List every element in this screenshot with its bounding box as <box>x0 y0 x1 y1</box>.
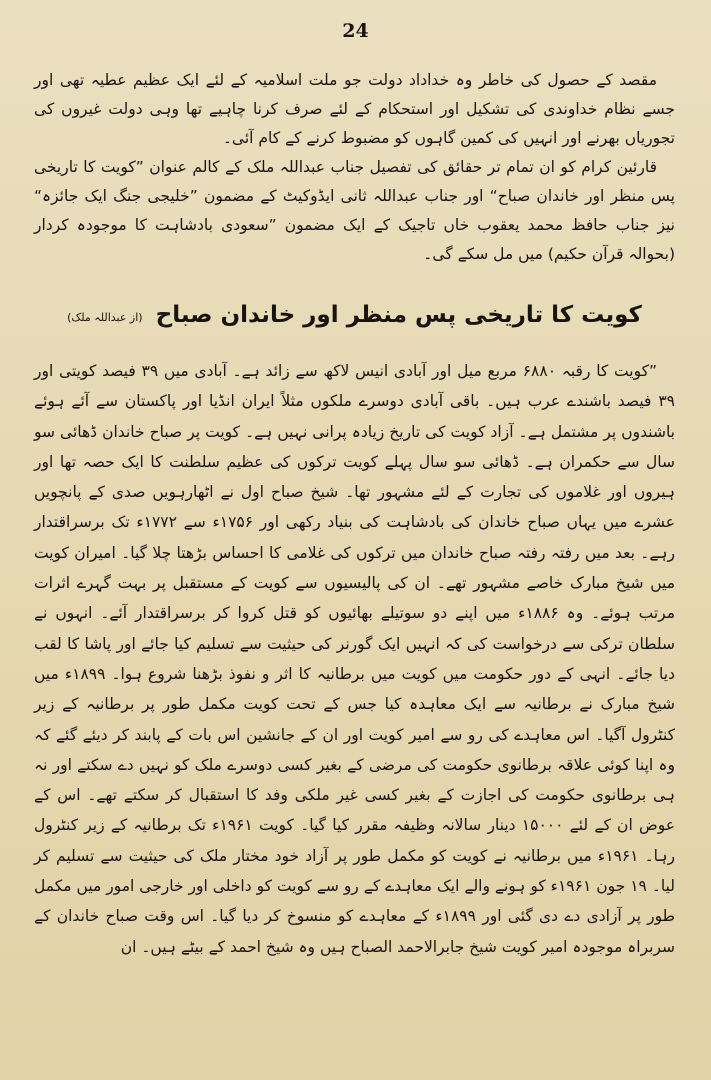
intro-text <box>34 66 675 269</box>
section-heading <box>34 302 675 328</box>
article-body <box>34 356 675 962</box>
section-author: (از عبداللہ ملک) <box>67 311 143 324</box>
intro-paragraph: قارئین کرام کو ان تمام تر حقائق کی تفصیل جناب عبداللہ ملک کے کالم عنوان ”کویت کا تاریخی پس منظر اور خاندان صباح“ اور جناب عبداللہ ثانی ایڈوکیٹ کے مضمون ”خلیجی جنگ ایک جائزہ“ نیز جناب حافظ محمد یعقوب خاں تاجیک کے ایک مضمون ”سعودی بادشاہت کا موجودہ کردار (بحوالہ قرآن حکیم) میں مل سکے گی۔ <box>34 158 675 263</box>
intro-paragraph: مقصد کے حصول کی خاطر وہ خداداد دولت جو ملت اسلامیہ کے لئے ایک عظیم عطیہ تھی اور جسے نظام خداوندی کی تشکیل اور استحکام کے لئے صرف کرنا چاہیے تھا وہی دولت غیروں کی تجوریاں بھرنے اور انہیں کی کمین گاہوں کو مضبوط کرنے کے کام آئی۔ <box>34 71 675 147</box>
body-paragraph: ”کویت کا رقبہ ۶۸۸۰ مربع میل اور آبادی انیس لاکھ سے زائد ہے۔ آبادی میں ۳۹ فیصد کویتی اور ۳۹ فیصد باشندے عرب ہیں۔ باقی آبادی دوسرے ملکوں مثلاً ایران انڈیا اور پاکستان سے آئے ہوئے باشندوں پر مشتمل ہے۔ آزاد کویت کی تاریخ زیادہ پرانی نہیں ہے۔ کویت پر صباح خاندان ڈھائی سو سال سے حکمران ہے۔ ڈھائی سو سال پہلے کویت ترکوں کی عظیم سلطنت کا ایک حصہ تھا اور ہیروں اور غلاموں کی تجارت کے لئے مشہور تھا۔ شیخ صباح اول نے اٹھارہویں صدی کے پانچویں عشرے میں یہاں صباح خاندان کی بادشاہت کی بنیاد رکھی اور ۱۷۵۶ء سے ۱۷۷۲ء تک برسراقتدار رہے۔ بعد میں رفتہ رفتہ صباح خاندان میں ترکوں کی غلامی کا احساس بڑھتا چلا گیا۔ امیران کویت میں شیخ مبارک خاصے مشہور تھے۔ ان کی پالیسیوں سے کویت کے مستقبل پر بہت گہرے اثرات مرتب ہوئے۔ وہ ۱۸۸۶ء میں اپنے دو سوتیلے بھائیوں کو قتل کروا کر برسراقتدار آئے۔ انہوں نے سلطان ترکی سے درخواست کی کہ انہیں ایک گورنر کی حیثیت سے تسلیم کیا جائے اور پاشا کا لقب دیا جائے۔ انہی کے دور حکومت میں کویت میں برطانیہ کا اثر و نفوذ بڑھنا شروع ہوا۔ ۱۸۹۹ء میں شیخ مبارک نے برطانیہ سے ایک معاہدہ کیا جس کے تحت کویت مکمل طور پر برطانیہ کے زیر کنٹرول آگیا۔ اس معاہدے کی رو سے امیر کویت اور ان کے جانشین اس بات کے پابند کر دیئے گئے کہ وہ اپنا کوئی علاقہ برطانوی حکومت کی مرضی کے بغیر کسی دوسرے ملک کو نہیں دے سکتے اور نہ ہی برطانوی حکومت کی اجازت کے بغیر کسی غیر ملکی وفد کا استقبال کر سکتے تھے۔ اس کے عوض ان کے لئے ۱۵۰۰۰ دینار سالانہ وظیفہ مقرر کیا گیا۔ کویت ۱۹۶۱ء تک برطانیہ کے زیر کنٹرول رہا۔ ۱۹۶۱ء میں برطانیہ نے کویت کو مکمل طور پر آزاد خود مختار ملک کی حیثیت سے تسلیم کر لیا۔ ۱۹ جون ۱۹۶۱ء کو ہونے والے ایک معاہدے کے رو سے کویت کو داخلی اور خارجی امور میں مکمل طور پر آزادی دے دی گئی اور ۱۸۹۹ء کے معاہدے کو منسوخ کر دیا گیا۔ اس وقت صباح خاندان کے سربراہ موجودہ امیر کویت شیخ جابرالاحمد الصباح ہیں وہ شیخ احمد کے بیٹے ہیں۔ ان <box>34 362 676 956</box>
page-number: 24 <box>342 20 369 42</box>
section-title: کویت کا تاریخی پس منظر اور خاندان صباح <box>155 302 642 328</box>
